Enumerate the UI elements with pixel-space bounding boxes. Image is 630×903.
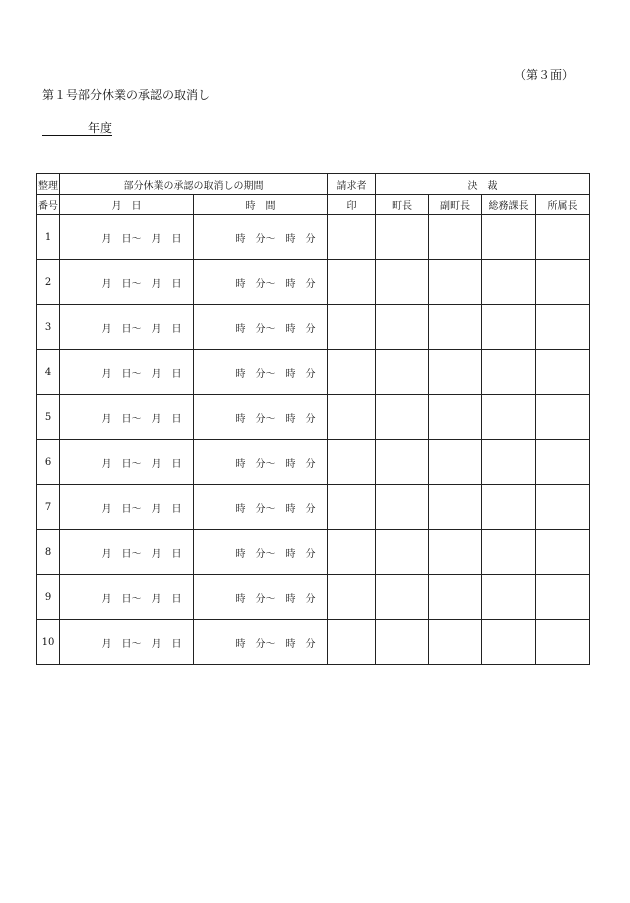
department-head-seal-cell[interactable] xyxy=(536,395,590,440)
table-row xyxy=(37,350,590,395)
applicant-seal-cell[interactable] xyxy=(328,530,376,575)
department-head-seal-cell[interactable] xyxy=(536,305,590,350)
deputy-mayor-seal-cell[interactable] xyxy=(429,260,482,305)
mayor-seal-cell[interactable] xyxy=(376,395,429,440)
row-number: 3 xyxy=(37,305,60,350)
row-number: 8 xyxy=(37,530,60,575)
header-period: 部分休業の承認の取消しの期間 xyxy=(60,174,328,195)
header-seal: 印 xyxy=(328,195,376,215)
row-number: 9 xyxy=(37,575,60,620)
header-time: 時 間 xyxy=(194,195,328,215)
time-range-cell[interactable]: 時 分～ 時 分 xyxy=(194,620,328,665)
deputy-mayor-seal-cell[interactable] xyxy=(429,395,482,440)
fiscal-year-label: 年度 xyxy=(88,121,113,135)
general-affairs-chief-seal-cell[interactable] xyxy=(482,215,536,260)
deputy-mayor-seal-cell[interactable] xyxy=(429,305,482,350)
applicant-seal-cell[interactable] xyxy=(328,485,376,530)
cancellation-record-table xyxy=(36,173,590,665)
general-affairs-chief-seal-cell[interactable] xyxy=(482,350,536,395)
table-row xyxy=(37,260,590,305)
date-range-cell[interactable]: 月 日～ 月 日 xyxy=(60,305,194,350)
date-range-cell[interactable]: 月 日～ 月 日 xyxy=(60,440,194,485)
general-affairs-chief-seal-cell[interactable] xyxy=(482,575,536,620)
header-approver-general-affairs-chief: 総務課長 xyxy=(482,195,536,215)
date-range-cell[interactable]: 月 日～ 月 日 xyxy=(60,395,194,440)
fiscal-year-blank[interactable] xyxy=(42,121,88,136)
date-range-cell[interactable]: 月 日～ 月 日 xyxy=(60,530,194,575)
time-range-cell[interactable]: 時 分～ 時 分 xyxy=(194,485,328,530)
applicant-seal-cell[interactable] xyxy=(328,305,376,350)
header-decision: 決 裁 xyxy=(376,174,590,195)
mayor-seal-cell[interactable] xyxy=(376,215,429,260)
table-row xyxy=(37,575,590,620)
row-number: 1 xyxy=(37,215,60,260)
table-row xyxy=(37,485,590,530)
fiscal-year-line xyxy=(42,121,112,136)
deputy-mayor-seal-cell[interactable] xyxy=(429,620,482,665)
row-number: 7 xyxy=(37,485,60,530)
applicant-seal-cell[interactable] xyxy=(328,395,376,440)
department-head-seal-cell[interactable] xyxy=(536,260,590,305)
row-number: 2 xyxy=(37,260,60,305)
header-bango: 番号 xyxy=(37,195,60,215)
applicant-seal-cell[interactable] xyxy=(328,260,376,305)
date-range-cell[interactable]: 月 日～ 月 日 xyxy=(60,620,194,665)
applicant-seal-cell[interactable] xyxy=(328,440,376,485)
department-head-seal-cell[interactable] xyxy=(536,620,590,665)
general-affairs-chief-seal-cell[interactable] xyxy=(482,485,536,530)
deputy-mayor-seal-cell[interactable] xyxy=(429,575,482,620)
department-head-seal-cell[interactable] xyxy=(536,215,590,260)
applicant-seal-cell[interactable] xyxy=(328,350,376,395)
mayor-seal-cell[interactable] xyxy=(376,440,429,485)
table-row xyxy=(37,530,590,575)
header-approver-deputy-mayor: 副町長 xyxy=(429,195,482,215)
table-row xyxy=(37,620,590,665)
time-range-cell[interactable]: 時 分～ 時 分 xyxy=(194,530,328,575)
time-range-cell[interactable]: 時 分～ 時 分 xyxy=(194,350,328,395)
date-range-cell[interactable]: 月 日～ 月 日 xyxy=(60,575,194,620)
general-affairs-chief-seal-cell[interactable] xyxy=(482,620,536,665)
row-number: 4 xyxy=(37,350,60,395)
deputy-mayor-seal-cell[interactable] xyxy=(429,530,482,575)
general-affairs-chief-seal-cell[interactable] xyxy=(482,395,536,440)
form-title: 第１号部分休業の承認の取消し xyxy=(42,88,211,102)
time-range-cell[interactable]: 時 分～ 時 分 xyxy=(194,440,328,485)
applicant-seal-cell[interactable] xyxy=(328,620,376,665)
general-affairs-chief-seal-cell[interactable] xyxy=(482,440,536,485)
table-row xyxy=(37,395,590,440)
row-number: 5 xyxy=(37,395,60,440)
deputy-mayor-seal-cell[interactable] xyxy=(429,440,482,485)
table-row xyxy=(37,215,590,260)
date-range-cell[interactable]: 月 日～ 月 日 xyxy=(60,485,194,530)
date-range-cell[interactable]: 月 日～ 月 日 xyxy=(60,260,194,305)
date-range-cell[interactable]: 月 日～ 月 日 xyxy=(60,215,194,260)
date-range-cell[interactable]: 月 日～ 月 日 xyxy=(60,350,194,395)
time-range-cell[interactable]: 時 分～ 時 分 xyxy=(194,305,328,350)
general-affairs-chief-seal-cell[interactable] xyxy=(482,260,536,305)
department-head-seal-cell[interactable] xyxy=(536,350,590,395)
time-range-cell[interactable]: 時 分～ 時 分 xyxy=(194,575,328,620)
time-range-cell[interactable]: 時 分～ 時 分 xyxy=(194,215,328,260)
mayor-seal-cell[interactable] xyxy=(376,620,429,665)
page-number: （第３面） xyxy=(513,68,574,82)
mayor-seal-cell[interactable] xyxy=(376,305,429,350)
mayor-seal-cell[interactable] xyxy=(376,260,429,305)
general-affairs-chief-seal-cell[interactable] xyxy=(482,305,536,350)
time-range-cell[interactable]: 時 分～ 時 分 xyxy=(194,260,328,305)
mayor-seal-cell[interactable] xyxy=(376,350,429,395)
row-number: 6 xyxy=(37,440,60,485)
mayor-seal-cell[interactable] xyxy=(376,530,429,575)
department-head-seal-cell[interactable] xyxy=(536,440,590,485)
header-applicant: 請求者 xyxy=(328,174,376,195)
row-number: 10 xyxy=(37,620,60,665)
applicant-seal-cell[interactable] xyxy=(328,575,376,620)
deputy-mayor-seal-cell[interactable] xyxy=(429,485,482,530)
department-head-seal-cell[interactable] xyxy=(536,575,590,620)
header-approver-mayor: 町長 xyxy=(376,195,429,215)
time-range-cell[interactable]: 時 分～ 時 分 xyxy=(194,395,328,440)
department-head-seal-cell[interactable] xyxy=(536,485,590,530)
general-affairs-chief-seal-cell[interactable] xyxy=(482,530,536,575)
header-seiri: 整理 xyxy=(37,174,60,195)
header-approver-department-head: 所属長 xyxy=(536,195,590,215)
header-month-day: 月 日 xyxy=(60,195,194,215)
mayor-seal-cell[interactable] xyxy=(376,485,429,530)
table-row xyxy=(37,440,590,485)
mayor-seal-cell[interactable] xyxy=(376,575,429,620)
deputy-mayor-seal-cell[interactable] xyxy=(429,350,482,395)
applicant-seal-cell[interactable] xyxy=(328,215,376,260)
table-row xyxy=(37,305,590,350)
department-head-seal-cell[interactable] xyxy=(536,530,590,575)
deputy-mayor-seal-cell[interactable] xyxy=(429,215,482,260)
